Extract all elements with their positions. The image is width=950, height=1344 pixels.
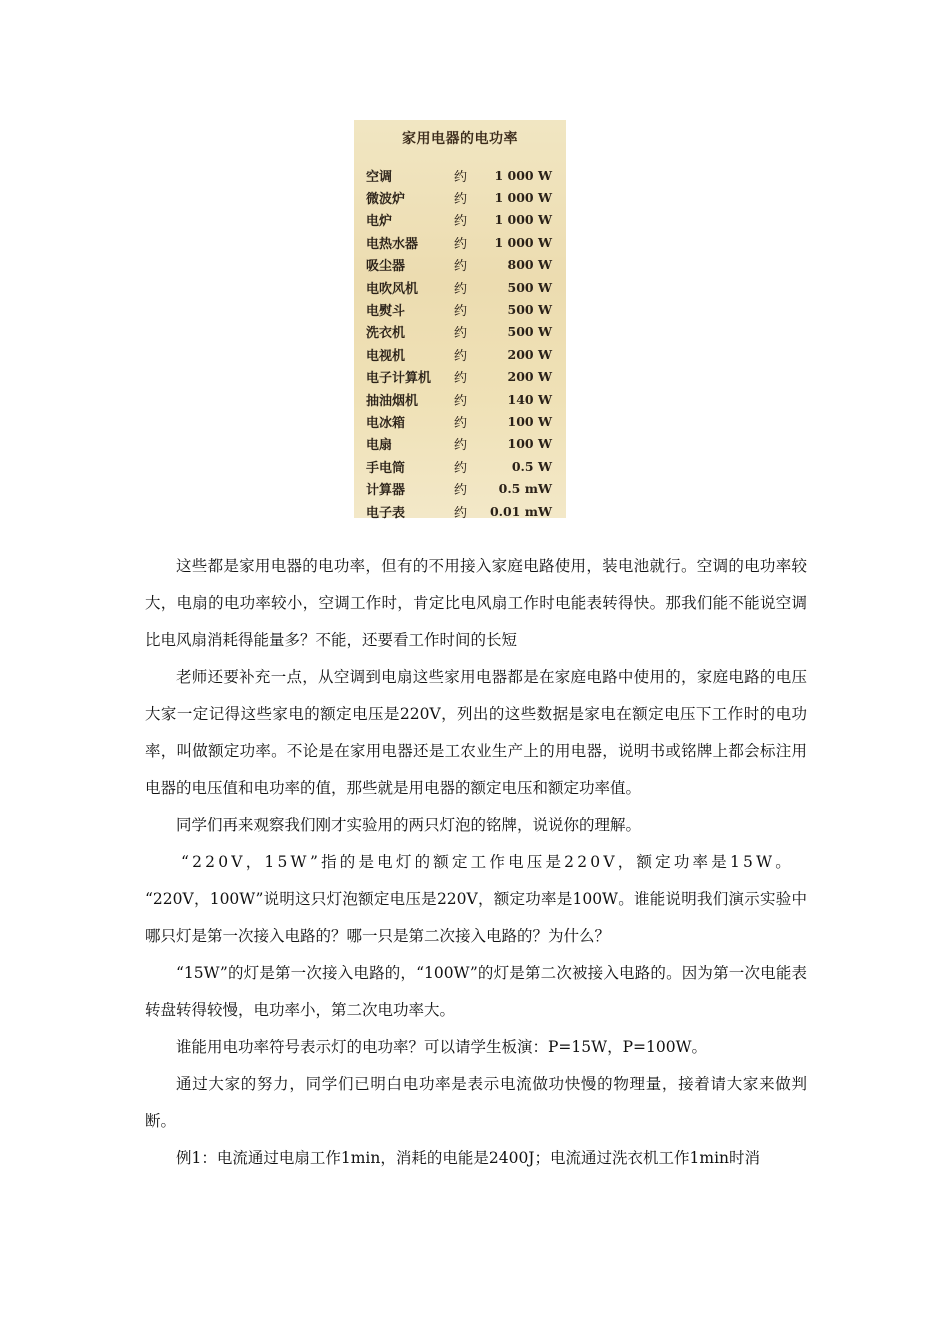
- approx-label: 约: [454, 236, 468, 252]
- table-row: [366, 276, 554, 298]
- appliance-name: 电冰箱: [366, 415, 406, 431]
- paragraph-1: 这些都是家用电器的电功率，但有的不用接入家庭电路使用，装电池就行。空调的电功率较大，电扇的电功率较小，空调工作时，肯定比电风扇工作时电能表转得快。那我们能不能说空调比电风扇消耗得能量多？不能，还要看工作时间的长短: [145, 557, 807, 649]
- paragraph-6: “15W”的灯是第一次接入电路的，“100W”的灯是第二次被接入电路的。因为第一次电能表转盘转得较慢，电功率小，第二次电功率大。: [145, 964, 807, 1019]
- power-value: 100 W: [507, 436, 552, 452]
- appliance-name: 吸尘器: [366, 259, 406, 275]
- paragraph-3: 同学们再来观察我们刚才实验用的两只灯泡的铭牌，说说你的理解。: [176, 816, 642, 834]
- table-row: [366, 410, 554, 432]
- table-rows: [354, 164, 566, 522]
- approx-label: 约: [454, 371, 468, 387]
- approx-label: 约: [454, 483, 468, 499]
- table-row: [366, 164, 554, 186]
- approx-label: 约: [454, 326, 468, 342]
- table-row: [366, 433, 554, 455]
- paragraph-7: 谁能用电功率符号表示灯的电功率？可以请学生板演：P=15W，P=100W。: [176, 1038, 708, 1056]
- table-row: [366, 388, 554, 410]
- table-title: 家用电器的电功率: [402, 131, 518, 147]
- approx-label: 约: [454, 214, 468, 230]
- power-value: 140 W: [507, 391, 552, 407]
- appliance-name: 洗衣机: [366, 326, 406, 342]
- approx-label: 约: [454, 505, 468, 521]
- table-row: [366, 321, 554, 343]
- power-value: 500 W: [507, 324, 552, 340]
- appliance-name: 空调: [366, 169, 393, 185]
- body-text: [145, 548, 807, 1177]
- paragraph-8: 通过大家的努力，同学们已明白电功率是表示电流做功快慢的物理量，接着请大家来做判断。: [145, 1075, 807, 1130]
- table-row: [366, 366, 554, 388]
- table-row: [366, 500, 554, 522]
- appliance-name: 电子计算机: [366, 371, 432, 387]
- approx-label: 约: [454, 259, 468, 275]
- paragraph-9: 例1：电流通过电扇工作1min，消耗的电能是2400J；电流通过洗衣机工作1min时消: [176, 1149, 761, 1167]
- table-row: [366, 209, 554, 231]
- appliance-name: 电热水器: [366, 236, 419, 252]
- appliance-power-table-figure: [354, 120, 566, 521]
- appliance-name: 手电筒: [366, 460, 406, 476]
- approx-label: 约: [454, 348, 468, 364]
- table-row: [366, 254, 554, 276]
- table-row: [366, 343, 554, 365]
- power-value: 0.01 mW: [489, 503, 552, 519]
- paragraph-2: 老师还要补充一点，从空调到电扇这些家用电器都是在家庭电路中使用的，家庭电路的电压大家一定记得这些家电的额定电压是220V，列出的这些数据是家电在额定电压下工作时的电功率，叫做额定功率。不论是在家用电器还是工农业生产上的用电器，说明书或铭牌上都会标注用电器的电压值和电功率的值，那些就是用电器的额定电压和额定功率值。: [145, 668, 807, 797]
- appliance-name: 抽油烟机: [366, 393, 419, 409]
- paragraph-5: “220V，100W”说明这只灯泡额定电压是220V，额定功率是100W。谁能说明我们演示实验中哪只灯是第一次接入电路的？哪一只是第二次接入电路的？为什么？: [145, 890, 807, 945]
- power-value: 0.5 W: [511, 458, 552, 474]
- appliance-name: 电炉: [366, 214, 393, 230]
- table-row: [366, 231, 554, 253]
- power-value: 1 000 W: [494, 212, 552, 228]
- appliance-name: 电子表: [366, 505, 406, 521]
- appliance-name: 电熨斗: [366, 304, 406, 320]
- approx-label: 约: [454, 304, 468, 320]
- table-row: [366, 455, 554, 477]
- power-value: 200 W: [507, 346, 552, 362]
- paragraph-4: “220V，15W”指的是电灯的额定工作电压是220V，额定功率是15W。: [181, 853, 794, 871]
- approx-label: 约: [454, 460, 468, 476]
- appliance-name: 电扇: [366, 438, 393, 454]
- approx-label: 约: [454, 169, 468, 185]
- approx-label: 约: [454, 192, 468, 208]
- power-value: 100 W: [507, 413, 552, 429]
- approx-label: 约: [454, 281, 468, 297]
- power-value: 1 000 W: [494, 190, 552, 206]
- table-row: [366, 186, 554, 208]
- power-value: 1 000 W: [494, 234, 552, 250]
- power-value: 200 W: [507, 369, 552, 385]
- power-value: 800 W: [507, 257, 552, 273]
- appliance-name: 微波炉: [366, 192, 406, 208]
- appliance-name: 电视机: [366, 348, 406, 364]
- approx-label: 约: [454, 393, 468, 409]
- table-row: [366, 477, 554, 499]
- table-row: [366, 298, 554, 320]
- approx-label: 约: [454, 415, 468, 431]
- power-value: 500 W: [507, 302, 552, 318]
- appliance-name: 计算器: [366, 483, 406, 499]
- approx-label: 约: [454, 438, 468, 454]
- power-value: 0.5 mW: [498, 481, 552, 497]
- appliance-name: 电吹风机: [366, 281, 419, 297]
- power-value: 500 W: [507, 279, 552, 295]
- power-value: 1 000 W: [494, 167, 552, 183]
